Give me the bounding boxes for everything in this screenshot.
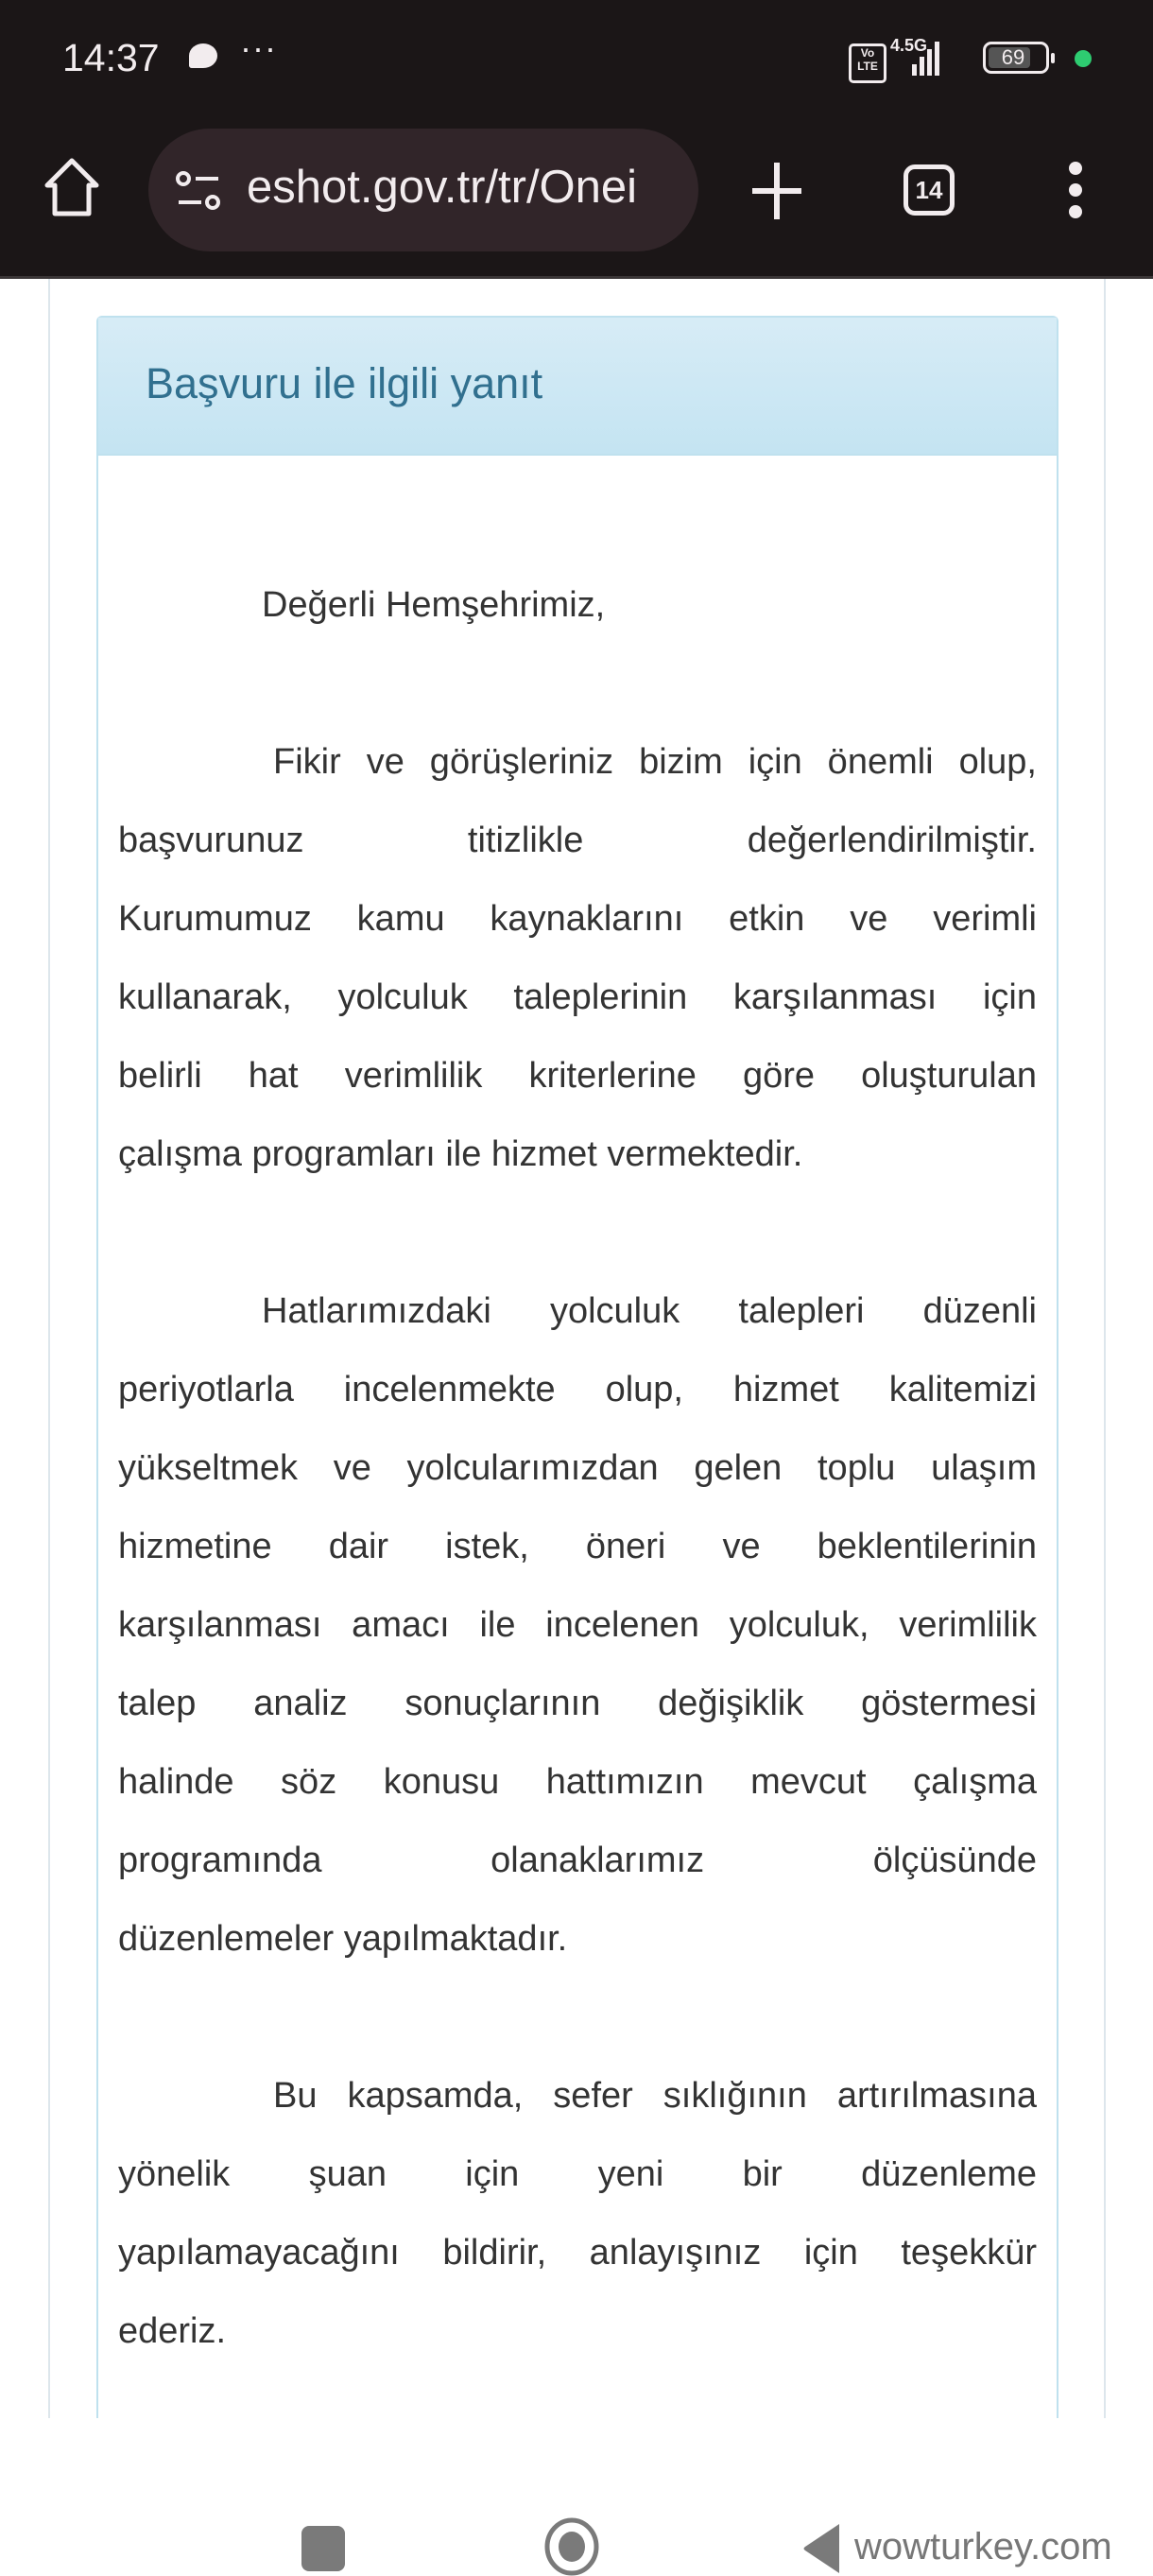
text-line: başvurunuz titizlikle değerlendirilmiştir. [118,821,1037,860]
text-line: Bu kapsamda, sefer sıklığının artırılmasına [273,2076,1037,2116]
site-settings-icon[interactable] [175,170,222,212]
status-time: 14:37 [62,36,160,79]
signal-icon [912,42,939,76]
text-line: periyotlarla incelenmekte olup, hizmet kalitemizi [118,1370,1037,1409]
greeting: Değerli Hemşehrimiz, [262,585,606,625]
address-bar[interactable] [148,129,698,251]
text-line: Fikir ve görüşleriniz bizim için önemli olup, [273,742,1037,782]
home-circle-icon[interactable] [544,2517,599,2576]
home-icon[interactable] [43,157,100,217]
recent-apps-icon[interactable] [301,2526,345,2571]
paragraph-3 [118,2057,1037,2371]
chat-bubble-icon [189,43,217,68]
url-text[interactable]: eshot.gov.tr/tr/Onei [247,162,638,213]
text-line: düzenlemeler yapılmaktadır. [118,1919,568,1959]
system-nav-bar [0,2420,1153,2567]
more-menu-icon[interactable] [1066,161,1085,219]
browser-top-bar [0,0,1153,279]
text-line: çalışma programları ile hizmet vermektedir. [118,1134,803,1174]
text-line: Kurumumuz kamu kaynaklarını etkin ve verimli [118,899,1037,939]
text-line: yapılamayacağını bildirir, anlayışınız için teşekkür [118,2233,1037,2273]
paragraph-2 [118,1272,1037,1979]
text-line: talep analiz sonuçlarının değişiklik göstermesi [118,1684,1037,1723]
back-icon[interactable] [801,2522,841,2575]
battery-level: 69 [1001,45,1025,69]
card-title: Başvuru ile ilgili yanıt [146,359,543,407]
volte-icon: Vo LTE [849,43,886,83]
card-body [118,566,1037,2449]
network-type: 4.5G [890,36,928,55]
text-line: yönelik şuan için yeni bir düzenleme [118,2154,1037,2194]
text-line: programında olanaklarımız ölçüsünde [118,1841,1037,1880]
new-tab-icon[interactable] [749,151,805,231]
more-notifications-icon: ··· [240,28,277,67]
privacy-indicator-dot [1075,50,1092,67]
paragraph-1 [118,723,1037,1194]
text-line: karşılanması amacı ile incelenen yolculuk, verimlilik [118,1605,1037,1645]
battery-icon [983,42,1049,74]
text-line: yükseltmek ve yolcularımızdan gelen toplu ulaşım [118,1448,1037,1488]
text-line: ederiz. [118,2311,227,2351]
text-line: Hatlarımızdaki yolculuk talepleri düzenli [262,1291,1037,1331]
watermark: wowturkey.com [854,2526,1112,2567]
tab-switcher-button[interactable]: 14 [903,164,955,216]
text-line: halinde söz konusu hattımızın mevcut çalışma [118,1762,1037,1802]
text-line: kullanarak, yolculuk taleplerinin karşılanması için [118,977,1037,1017]
text-line: hizmetine dair istek, öneri ve beklentilerinin [118,1527,1037,1566]
text-line: belirli hat verimlilik kriterlerine göre oluşturulan [118,1056,1037,1096]
greeting-paragraph [118,566,1037,645]
card-header [98,318,1057,456]
response-card [96,316,1058,2418]
